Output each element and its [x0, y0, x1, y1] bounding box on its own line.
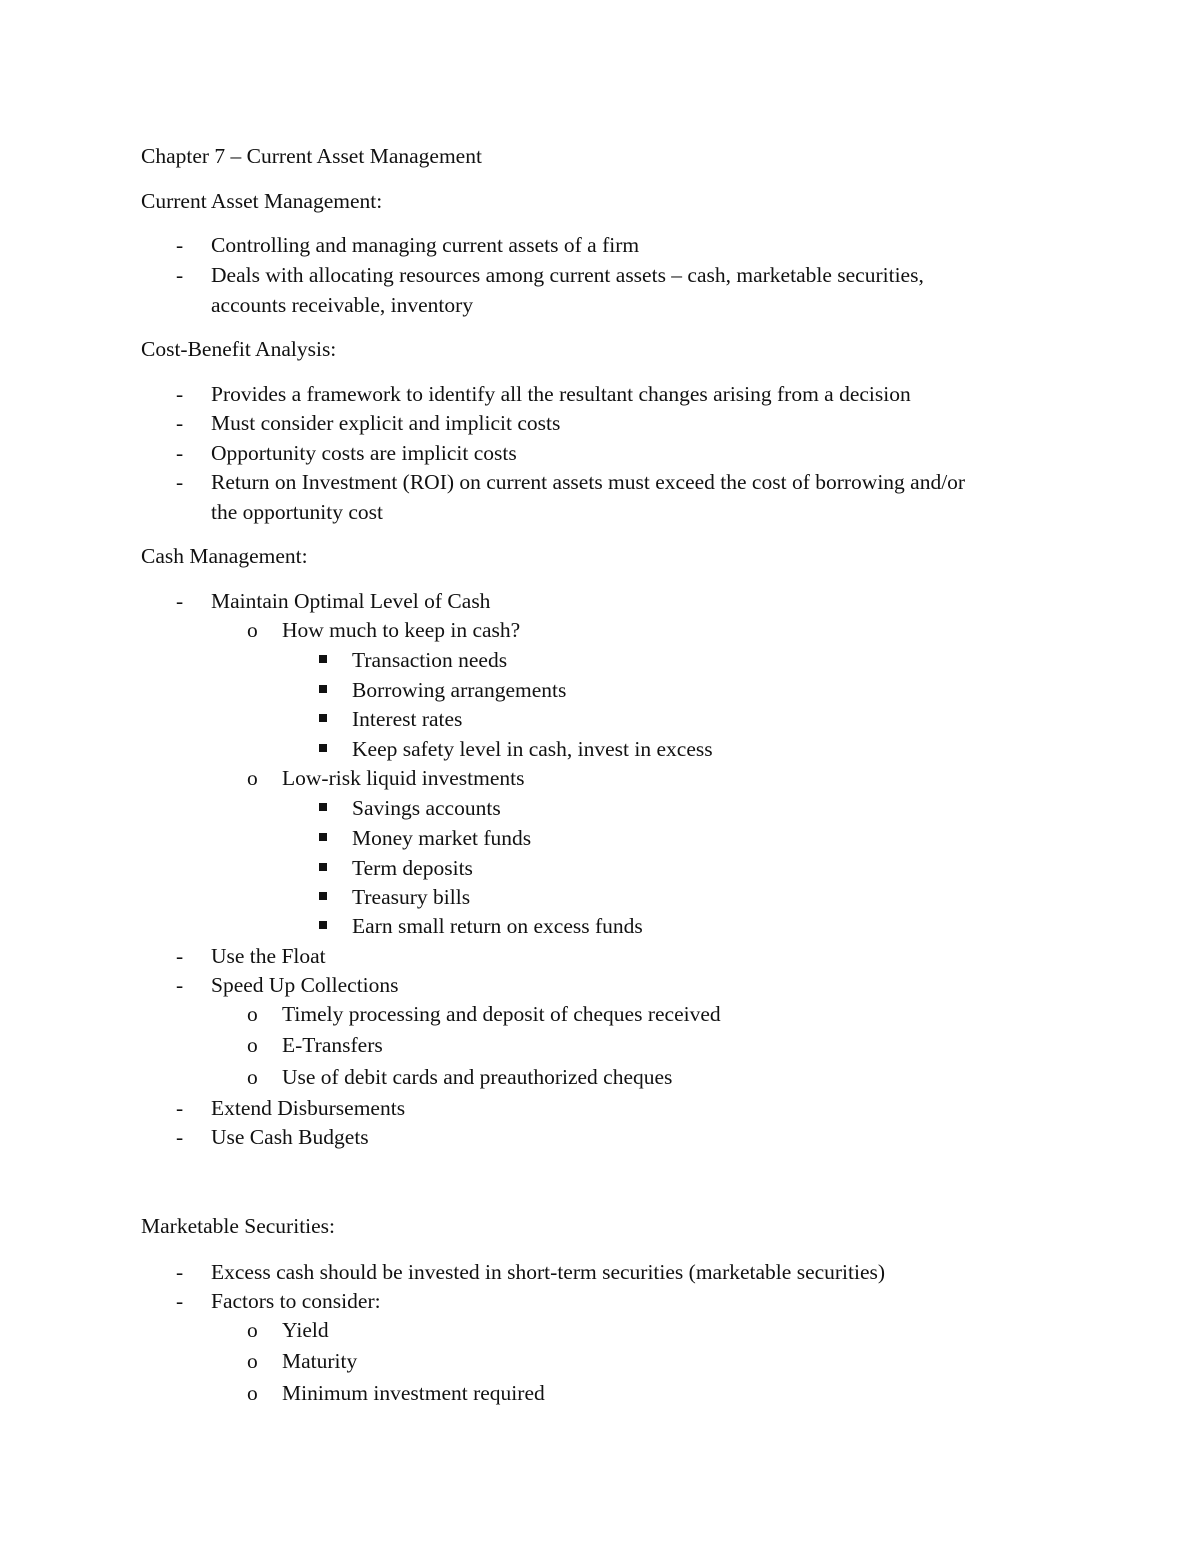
list-item-continuation: accounts receivable, inventory: [211, 293, 474, 317]
sub-sub-list-item: Transaction needs: [352, 648, 508, 672]
square-bullet: [319, 863, 327, 871]
sub-sub-list-item: Term deposits: [352, 856, 473, 880]
section-heading: Cash Management:: [141, 544, 308, 568]
sub-sub-list-item: Treasury bills: [352, 885, 471, 909]
dash-bullet: -: [176, 411, 184, 435]
dash-bullet: -: [176, 589, 184, 613]
square-bullet: [319, 685, 327, 693]
square-bullet: [319, 655, 327, 663]
sub-list-item: Maturity: [282, 1349, 358, 1373]
sub-sub-list-item: Borrowing arrangements: [352, 678, 567, 702]
sub-sub-list-item: Earn small return on excess funds: [352, 914, 643, 938]
dash-bullet: -: [176, 1289, 184, 1313]
dash-bullet: -: [176, 470, 184, 494]
square-bullet: [319, 892, 327, 900]
section-heading: Cost-Benefit Analysis:: [141, 337, 337, 361]
list-item: Deals with allocating resources among current assets – cash, marketable securities,: [211, 263, 924, 287]
list-item: Extend Disbursements: [211, 1096, 406, 1120]
list-item: Excess cash should be invested in short-term securities (marketable securities): [211, 1260, 886, 1284]
circle-bullet: o: [247, 1033, 258, 1057]
list-item: Use Cash Budgets: [211, 1125, 369, 1149]
square-bullet: [319, 921, 327, 929]
dash-bullet: -: [176, 441, 184, 465]
sub-sub-list-item: Savings accounts: [352, 796, 501, 820]
list-item-continuation: the opportunity cost: [211, 500, 383, 524]
sub-sub-list-item: Money market funds: [352, 826, 532, 850]
circle-bullet: o: [247, 618, 258, 642]
square-bullet: [319, 714, 327, 722]
square-bullet: [319, 744, 327, 752]
list-item: Controlling and managing current assets of a firm: [211, 233, 640, 257]
sub-sub-list-item: Interest rates: [352, 707, 463, 731]
list-item: Return on Investment (ROI) on current assets must exceed the cost of borrowing and/or: [211, 470, 966, 494]
dash-bullet: -: [176, 1096, 184, 1120]
document-title: Chapter 7 – Current Asset Management: [141, 144, 482, 168]
section-heading: Current Asset Management:: [141, 189, 383, 213]
dash-bullet: -: [176, 233, 184, 257]
sub-list-item: E-Transfers: [282, 1033, 383, 1057]
list-item: Opportunity costs are implicit costs: [211, 441, 517, 465]
sub-list-item: How much to keep in cash?: [282, 618, 521, 642]
square-bullet: [319, 803, 327, 811]
section-heading: Marketable Securities:: [141, 1214, 336, 1238]
list-item: Must consider explicit and implicit costs: [211, 411, 561, 435]
sub-list-item: Minimum investment required: [282, 1381, 545, 1405]
list-item: Maintain Optimal Level of Cash: [211, 589, 491, 613]
square-bullet: [319, 833, 327, 841]
list-item: Factors to consider:: [211, 1289, 381, 1313]
sub-list-item: Yield: [282, 1318, 329, 1342]
dash-bullet: -: [176, 944, 184, 968]
sub-sub-list-item: Keep safety level in cash, invest in excess: [352, 737, 713, 761]
circle-bullet: o: [247, 1002, 258, 1026]
list-item: Speed Up Collections: [211, 973, 399, 997]
list-item: Use the Float: [211, 944, 326, 968]
circle-bullet: o: [247, 766, 258, 790]
sub-list-item: Use of debit cards and preauthorized cheques: [282, 1065, 673, 1089]
dash-bullet: -: [176, 1260, 184, 1284]
list-item: Provides a framework to identify all the resultant changes arising from a decision: [211, 382, 911, 406]
circle-bullet: o: [247, 1065, 258, 1089]
circle-bullet: o: [247, 1381, 258, 1405]
dash-bullet: -: [176, 382, 184, 406]
sub-list-item: Timely processing and deposit of cheques received: [282, 1002, 721, 1026]
dash-bullet: -: [176, 1125, 184, 1149]
sub-list-item: Low-risk liquid investments: [282, 766, 525, 790]
dash-bullet: -: [176, 263, 184, 287]
circle-bullet: o: [247, 1349, 258, 1373]
dash-bullet: -: [176, 973, 184, 997]
circle-bullet: o: [247, 1318, 258, 1342]
